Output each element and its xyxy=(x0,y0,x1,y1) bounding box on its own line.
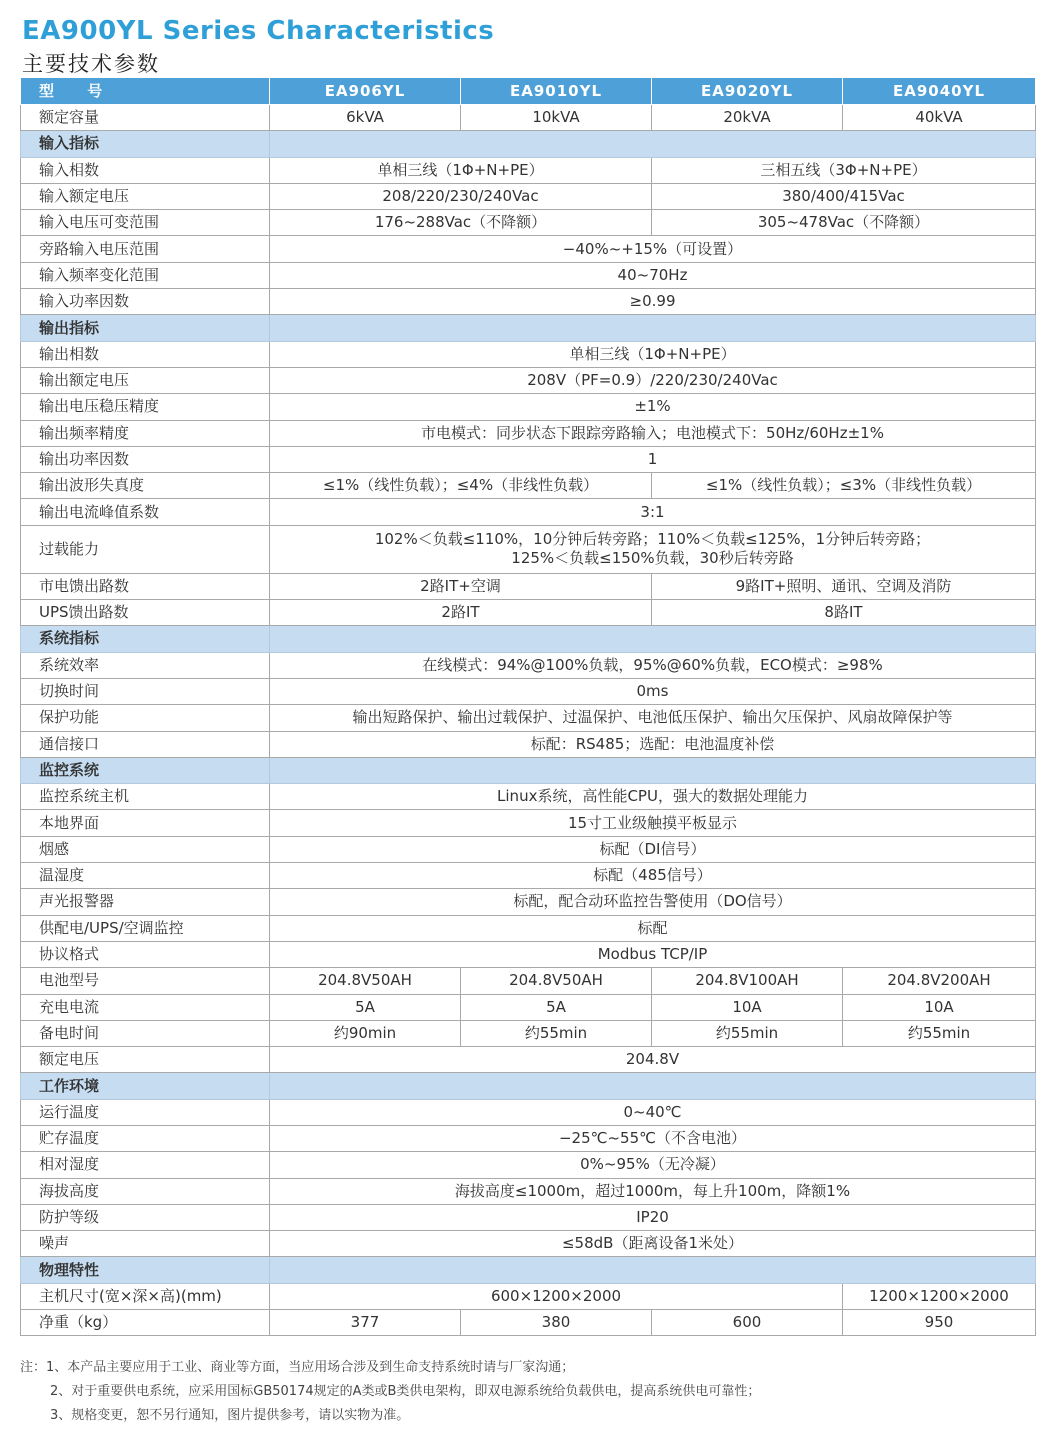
row-value: 204.8V100AH xyxy=(652,968,843,994)
table-row xyxy=(21,836,1036,862)
row-value: 10A xyxy=(652,994,843,1020)
row-value: 5A xyxy=(270,994,461,1020)
table-row xyxy=(21,915,1036,941)
row-value: ≤1%（线性负载）；≤4%（非线性负载） xyxy=(270,473,652,499)
table-row xyxy=(21,157,1036,183)
row-label: 输出相数 xyxy=(21,341,270,367)
row-label: 输入相数 xyxy=(21,157,270,183)
row-value: 约90min xyxy=(270,1020,461,1046)
table-row xyxy=(21,341,1036,367)
row-value: ≥0.99 xyxy=(270,289,1036,315)
spec-table xyxy=(20,77,1036,1336)
section-fill xyxy=(270,131,1036,157)
footnote-line: 注：1、本产品主要应用于工业、商业等方面，当应用场合涉及到生命支持系统时请与厂家沟通； xyxy=(20,1360,575,1375)
table-row xyxy=(21,968,1036,994)
section-fill xyxy=(270,626,1036,652)
row-label: 相对湿度 xyxy=(21,1152,270,1178)
table-row xyxy=(21,1283,1036,1309)
spec-table-body xyxy=(21,78,1036,1336)
row-label: 本地界面 xyxy=(21,810,270,836)
table-row xyxy=(21,784,1036,810)
row-value: ±1% xyxy=(270,394,1036,420)
row-value: 208/220/230/240Vac xyxy=(270,183,652,209)
row-label: 额定电压 xyxy=(21,1047,270,1073)
section-fill xyxy=(270,757,1036,783)
row-label: 运行温度 xyxy=(21,1099,270,1125)
row-value: 5A xyxy=(461,994,652,1020)
row-value: 输出短路保护、输出过载保护、过温保护、电池低压保护、输出欠压保护、风扇故障保护等 xyxy=(270,705,1036,731)
row-value: 204.8V50AH xyxy=(461,968,652,994)
row-label: 充电电流 xyxy=(21,994,270,1020)
table-row xyxy=(21,652,1036,678)
row-value: 2路IT xyxy=(270,600,652,626)
section-header-row xyxy=(21,1073,1036,1099)
row-label: 输出功率因数 xyxy=(21,446,270,472)
row-value: 约55min xyxy=(461,1020,652,1046)
row-value: 204.8V50AH xyxy=(270,968,461,994)
header-model: EA906YL xyxy=(270,78,461,105)
row-value: ≤1%（线性负载）；≤3%（非线性负载） xyxy=(652,473,1036,499)
section-header-row xyxy=(21,1257,1036,1283)
table-row xyxy=(21,525,1036,573)
row-value: 305~478Vac（不降额） xyxy=(652,210,1036,236)
row-value: 600×1200×2000 xyxy=(270,1283,843,1309)
row-value: 标配 xyxy=(270,915,1036,941)
row-label: 切换时间 xyxy=(21,678,270,704)
row-value: 377 xyxy=(270,1310,461,1336)
row-value: 208V（PF=0.9）/220/230/240Vac xyxy=(270,367,1036,393)
row-value: 单相三线（1Φ+N+PE） xyxy=(270,157,652,183)
table-row xyxy=(21,600,1036,626)
row-label: 输出电压稳压精度 xyxy=(21,394,270,420)
section-title: 输入指标 xyxy=(21,131,270,157)
row-label: 温湿度 xyxy=(21,863,270,889)
table-row xyxy=(21,705,1036,731)
row-value: 9路IT+照明、通讯、空调及消防 xyxy=(652,573,1036,599)
section-header-row xyxy=(21,626,1036,652)
row-value: ≤58dB（距离设备1米处） xyxy=(270,1231,1036,1257)
row-value: 1200×1200×2000 xyxy=(843,1283,1036,1309)
header-model: EA9040YL xyxy=(843,78,1036,105)
section-title: 监控系统 xyxy=(21,757,270,783)
row-value: 单相三线（1Φ+N+PE） xyxy=(270,341,1036,367)
table-row xyxy=(21,678,1036,704)
row-label: 市电馈出路数 xyxy=(21,573,270,599)
row-value: 约55min xyxy=(652,1020,843,1046)
row-label: 输出波形失真度 xyxy=(21,473,270,499)
row-label: 旁路输入电压范围 xyxy=(21,236,270,262)
table-row xyxy=(21,367,1036,393)
row-value: −40%~+15%（可设置） xyxy=(270,236,1036,262)
row-label: 防护等级 xyxy=(21,1204,270,1230)
table-row xyxy=(21,994,1036,1020)
header-model: EA9010YL xyxy=(461,78,652,105)
row-value: Linux系统，高性能CPU，强大的数据处理能力 xyxy=(270,784,1036,810)
section-header-row xyxy=(21,315,1036,341)
section-title: 物理特性 xyxy=(21,1257,270,1283)
footnote-line: 3、规格变更，恕不另行通知，图片提供参考，请以实物为准。 xyxy=(50,1408,410,1423)
table-row xyxy=(21,1125,1036,1151)
table-row xyxy=(21,810,1036,836)
table-header-row xyxy=(21,78,1036,105)
row-label: 输入功率因数 xyxy=(21,289,270,315)
section-header-row xyxy=(21,757,1036,783)
row-value: 市电模式：同步状态下跟踪旁路输入；电池模式下：50Hz/60Hz±1% xyxy=(270,420,1036,446)
row-value: 标配（DI信号） xyxy=(270,836,1036,862)
row-value: 海拔高度≤1000m，超过1000m，每上升100m，降额1% xyxy=(270,1178,1036,1204)
row-label: 输入电压可变范围 xyxy=(21,210,270,236)
row-value: 1 xyxy=(270,446,1036,472)
table-row xyxy=(21,473,1036,499)
row-value: 204.8V xyxy=(270,1047,1036,1073)
row-value: 40~70Hz xyxy=(270,262,1036,288)
section-fill xyxy=(270,1257,1036,1283)
table-row xyxy=(21,1310,1036,1336)
table-row xyxy=(21,731,1036,757)
row-value-line: 125%＜负载≤150%负载，30秒后转旁路 xyxy=(511,549,794,568)
row-value: 标配（485信号） xyxy=(270,863,1036,889)
table-row xyxy=(21,941,1036,967)
row-label: 输出额定电压 xyxy=(21,367,270,393)
row-value: 40kVA xyxy=(843,105,1036,131)
row-value: 0ms xyxy=(270,678,1036,704)
table-row xyxy=(21,1099,1036,1125)
row-label: 电池型号 xyxy=(21,968,270,994)
table-row xyxy=(21,499,1036,525)
table-row xyxy=(21,446,1036,472)
table-row xyxy=(21,1204,1036,1230)
footnotes xyxy=(20,1356,760,1428)
table-row xyxy=(21,210,1036,236)
row-value: 380 xyxy=(461,1310,652,1336)
page-title-cn: 主要技术参数 xyxy=(22,52,160,76)
row-value: 10kVA xyxy=(461,105,652,131)
table-row xyxy=(21,394,1036,420)
row-label: 监控系统主机 xyxy=(21,784,270,810)
row-value: 176~288Vac（不降额） xyxy=(270,210,652,236)
row-label: 备电时间 xyxy=(21,1020,270,1046)
row-value: 6kVA xyxy=(270,105,461,131)
row-label: 供配电/UPS/空调监控 xyxy=(21,915,270,941)
section-title: 系统指标 xyxy=(21,626,270,652)
table-row xyxy=(21,1152,1036,1178)
table-row xyxy=(21,420,1036,446)
row-value: 约55min xyxy=(843,1020,1036,1046)
row-label: 过载能力 xyxy=(21,525,270,573)
table-row xyxy=(21,1178,1036,1204)
row-value: 15寸工业级触摸平板显示 xyxy=(270,810,1036,836)
table-row xyxy=(21,236,1036,262)
table-row xyxy=(21,1231,1036,1257)
row-value: 0~40℃ xyxy=(270,1099,1036,1125)
header-label: 型 号 xyxy=(21,78,270,105)
row-label: 输入额定电压 xyxy=(21,183,270,209)
row-label: 声光报警器 xyxy=(21,889,270,915)
row-label: 保护功能 xyxy=(21,705,270,731)
row-label: 烟感 xyxy=(21,836,270,862)
row-label: 协议格式 xyxy=(21,941,270,967)
row-value: Modbus TCP/IP xyxy=(270,941,1036,967)
table-row xyxy=(21,289,1036,315)
page-title-en: EA900YL Series Characteristics xyxy=(22,16,495,46)
table-row xyxy=(21,1020,1036,1046)
row-value: 10A xyxy=(843,994,1036,1020)
row-label: 噪声 xyxy=(21,1231,270,1257)
table-row xyxy=(21,889,1036,915)
row-value: 600 xyxy=(652,1310,843,1336)
row-value: 2路IT+空调 xyxy=(270,573,652,599)
row-value: 3:1 xyxy=(270,499,1036,525)
table-row xyxy=(21,183,1036,209)
row-label: 输入频率变化范围 xyxy=(21,262,270,288)
row-value: 标配，配合动环监控告警使用（DO信号） xyxy=(270,889,1036,915)
row-value: 三相五线（3Φ+N+PE） xyxy=(652,157,1036,183)
section-fill xyxy=(270,1073,1036,1099)
row-value: 950 xyxy=(843,1310,1036,1336)
row-value: 0%~95%（无冷凝） xyxy=(270,1152,1036,1178)
table-row xyxy=(21,262,1036,288)
row-value-line: 102%＜负载≤110%，10分钟后转旁路；110%＜负载≤125%，1分钟后转旁路； xyxy=(374,530,931,549)
row-label: 通信接口 xyxy=(21,731,270,757)
table-row xyxy=(21,1047,1036,1073)
header-model: EA9020YL xyxy=(652,78,843,105)
row-label: 主机尺寸(宽×深×高)(mm) xyxy=(21,1283,270,1309)
row-label: UPS馈出路数 xyxy=(21,600,270,626)
row-label: 额定容量 xyxy=(21,105,270,131)
table-row xyxy=(21,863,1036,889)
row-label: 系统效率 xyxy=(21,652,270,678)
row-label: 贮存温度 xyxy=(21,1125,270,1151)
section-header-row xyxy=(21,131,1036,157)
row-value: −25℃~55℃（不含电池） xyxy=(270,1125,1036,1151)
row-label: 净重（kg） xyxy=(21,1310,270,1336)
row-value: 在线模式：94%@100%负载，95%@60%负载，ECO模式：≥98% xyxy=(270,652,1036,678)
row-label: 输出频率精度 xyxy=(21,420,270,446)
table-row xyxy=(21,573,1036,599)
footnote-line: 2、对于重要供电系统，应采用国标GB50174规定的A类或B类供电架构，即双电源系统给负载供电，提高系统供电可靠性； xyxy=(50,1384,761,1399)
row-value xyxy=(270,525,1036,573)
section-fill xyxy=(270,315,1036,341)
row-value: 8路IT xyxy=(652,600,1036,626)
row-value: 20kVA xyxy=(652,105,843,131)
row-value: 204.8V200AH xyxy=(843,968,1036,994)
row-label: 海拔高度 xyxy=(21,1178,270,1204)
section-title: 输出指标 xyxy=(21,315,270,341)
section-title: 工作环境 xyxy=(21,1073,270,1099)
row-value: IP20 xyxy=(270,1204,1036,1230)
row-label: 输出电流峰值系数 xyxy=(21,499,270,525)
table-row xyxy=(21,105,1036,131)
row-value: 标配：RS485；选配：电池温度补偿 xyxy=(270,731,1036,757)
row-value: 380/400/415Vac xyxy=(652,183,1036,209)
